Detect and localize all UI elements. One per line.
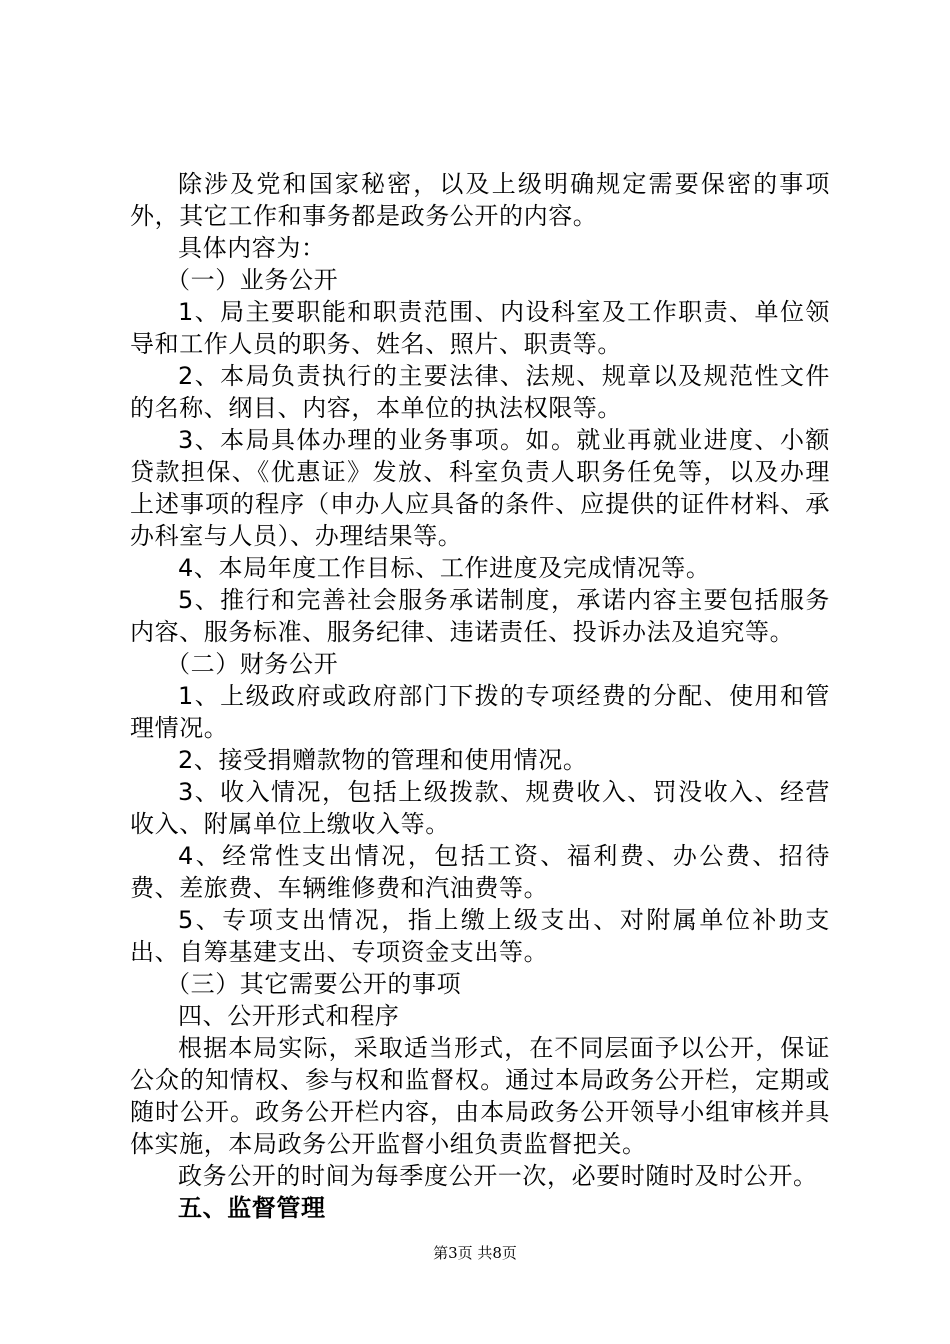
paragraph-disclosure-timing: 政务公开的时间为每季度公开一次，必要时随时及时公开。: [178, 1162, 818, 1190]
list-item: 4、本局年度工作目标、工作进度及完成情况等。: [178, 554, 711, 582]
list-item: 3、收入情况，包括上级拨款、规费收入、罚没收入、经营收入、附属单位上缴收入等。: [130, 778, 830, 838]
document-body: [130, 168, 830, 1224]
heading-disclosure-form: 四、公开形式和程序: [178, 1002, 400, 1030]
paragraph-intro: 除涉及党和国家秘密，以及上级明确规定需要保密的事项外，其它工作和事务都是政务公开的内容。: [130, 170, 830, 230]
list-item: 2、接受捐赠款物的管理和使用情况。: [178, 746, 588, 774]
heading-supervision: 五、监督管理: [178, 1194, 326, 1222]
page-footer: 第3页 共8页: [433, 1244, 517, 1262]
paragraph-disclosure-method: 根据本局实际，采取适当形式，在不同层面予以公开，保证公众的知情权、参与权和监督权。通过本局政务公开栏，定期或随时公开。政务公开栏内容，由本局政务公开领导小组审核并具体实施，本局政务公开监督小组负责监督把关。: [130, 1034, 830, 1158]
heading-financial-disclosure: （二）财务公开: [166, 650, 339, 678]
heading-other-matters: （三）其它需要公开的事项: [166, 970, 462, 998]
list-item: 4、经常性支出情况，包括工资、福利费、办公费、招待费、差旅费、车辆维修费和汽油费等。: [130, 842, 830, 902]
list-item: 2、本局负责执行的主要法律、法规、规章以及规范性文件的名称、纲目、内容，本单位的执法权限等。: [130, 362, 830, 422]
heading-business-disclosure: （一）业务公开: [166, 266, 339, 294]
list-item: 1、局主要职能和职责范围、内设科室及工作职责、单位领导和工作人员的职务、姓名、照片、职责等。: [130, 298, 830, 358]
list-item: 5、推行和完善社会服务承诺制度，承诺内容主要包括服务内容、服务标准、服务纪律、违诺责任、投诉办法及追究等。: [130, 586, 830, 646]
list-item: 3、本局具体办理的业务事项。如。就业再就业进度、小额贷款担保、《优惠证》发放、科室负责人职务任免等，以及办理上述事项的程序（申办人应具备的条件、应提供的证件材料、承办科室与人员）、办理结果等。: [130, 426, 830, 550]
list-item: 1、上级政府或政府部门下拨的专项经费的分配、使用和管理情况。: [130, 682, 830, 742]
list-item: 5、专项支出情况，指上缴上级支出、对附属单位补助支出、自筹基建支出、专项资金支出等。: [130, 906, 830, 966]
paragraph-specific-content: 具体内容为：: [178, 234, 326, 262]
